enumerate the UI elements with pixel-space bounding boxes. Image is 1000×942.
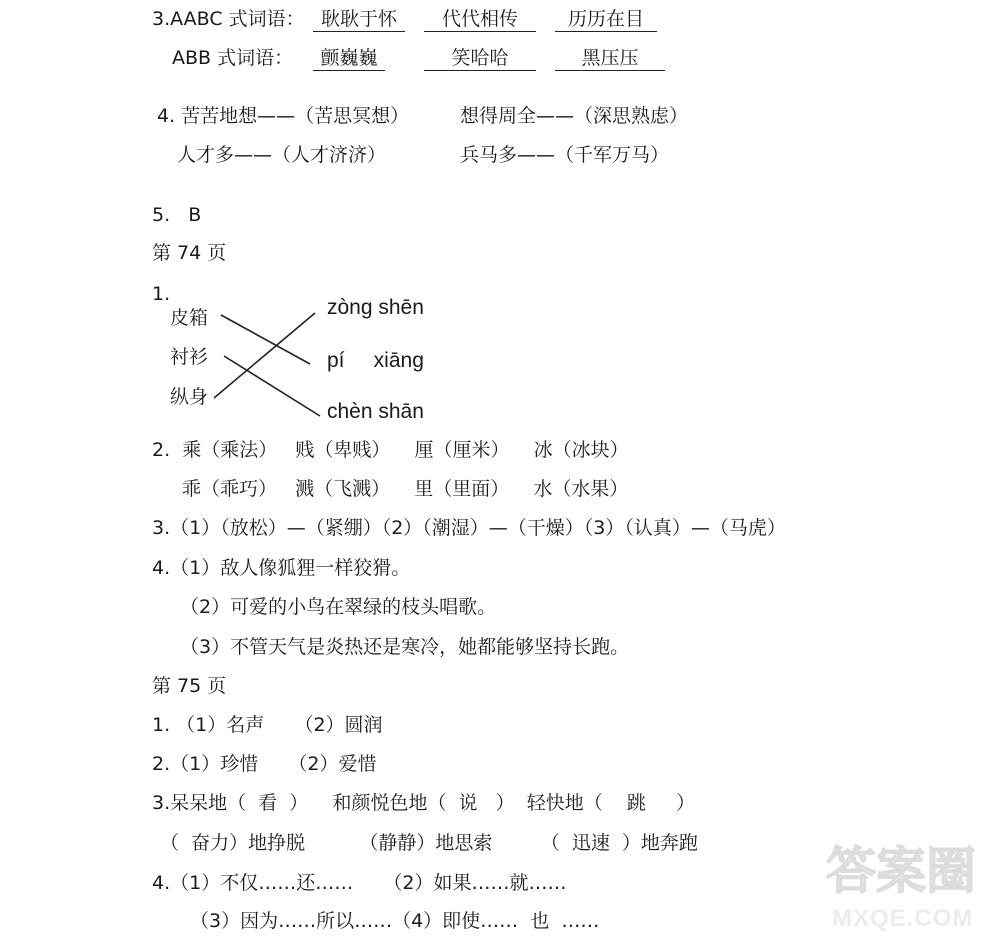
p74-q4-2: （2）可爱的小鸟在翠绿的枝头唱歌。 xyxy=(180,596,497,618)
word-pixiang: 皮箱 xyxy=(170,307,209,329)
match-line-zongshen xyxy=(214,313,315,398)
pinyin-zongshen: zòng shēn xyxy=(327,296,424,319)
page-74-title: 第 74 页 xyxy=(152,242,227,264)
abb-word-1: 颤巍巍 xyxy=(313,49,385,71)
page-75-title: 第 75 页 xyxy=(152,675,227,697)
pinyin-pixiang: pí xiāng xyxy=(327,349,424,372)
match-line-chenshan xyxy=(224,356,320,416)
pinyin-chenshan: chèn shān xyxy=(327,400,424,423)
p74-q4-1: 4.（1）敌人像狐狸一样狡猾。 xyxy=(152,557,411,579)
word-zongshen: 纵身 xyxy=(170,386,209,408)
p75-q4-row2: （3）因为……所以……（4）即使…… 也 …… xyxy=(190,910,600,932)
match-line-pixiang xyxy=(221,315,310,364)
svg-text:答案圈: 答案圈 xyxy=(826,842,976,900)
idiom-line-1b: 想得周全——（深思熟虑） xyxy=(460,105,689,127)
word-chenshan: 衬衫 xyxy=(170,346,209,368)
idiom-line-2b: 兵马多——（千军万马） xyxy=(460,144,670,166)
p74-q2-row2: 乖（乖巧） 溅（飞溅） 里（里面） 水（水果） xyxy=(182,478,629,500)
q3-aabc-label: 3.AABC 式词语： xyxy=(152,8,305,30)
p74-q3: 3.（1）（放松）—（紧绷）（2）（潮湿）—（干燥）（3）（认真）—（马虎） xyxy=(152,517,786,539)
aabc-word-2: 代代相传 xyxy=(424,10,536,32)
p75-q1: 1. （1）名声 （2）圆润 xyxy=(152,714,383,736)
abb-word-3: 黑压压 xyxy=(555,49,665,71)
p74-q1-label: 1. xyxy=(152,283,171,305)
p75-q3-row2: （ 奋力）地挣脱 （静静）地思索 （ 迅速 ）地奔跑 xyxy=(160,832,698,854)
p75-q2: 2.（1）珍惜 （2）爱惜 xyxy=(152,753,377,775)
p75-q3-row1: 3.呆呆地（ 看 ） 和颜悦色地（ 说 ） 轻快地（ 跳 ） xyxy=(152,792,696,814)
watermark-url: MXQE.COM xyxy=(832,905,974,932)
idiom-line-1a: 4. 苦苦地想——（苦思冥想） xyxy=(157,105,410,127)
abb-word-2: 笑哈哈 xyxy=(424,49,536,71)
aabc-word-1: 耿耿于怀 xyxy=(313,10,405,32)
q3-abb-label: ABB 式词语： xyxy=(172,47,294,69)
aabc-word-3: 历历在目 xyxy=(555,10,657,32)
p74-q2-row1: 2. 乘（乘法） 贱（卑贱） 厘（厘米） 冰（冰块） xyxy=(152,439,629,461)
p74-q4-3: （3）不管天气是炎热还是寒冷，她都能够坚持长跑。 xyxy=(180,636,630,658)
q5-answer: 5. B xyxy=(152,204,202,226)
idiom-line-2a: 人才多——（人才济济） xyxy=(177,144,387,166)
p75-q4-row1: 4.（1）不仅……还…… （2）如果……就…… xyxy=(152,872,567,894)
